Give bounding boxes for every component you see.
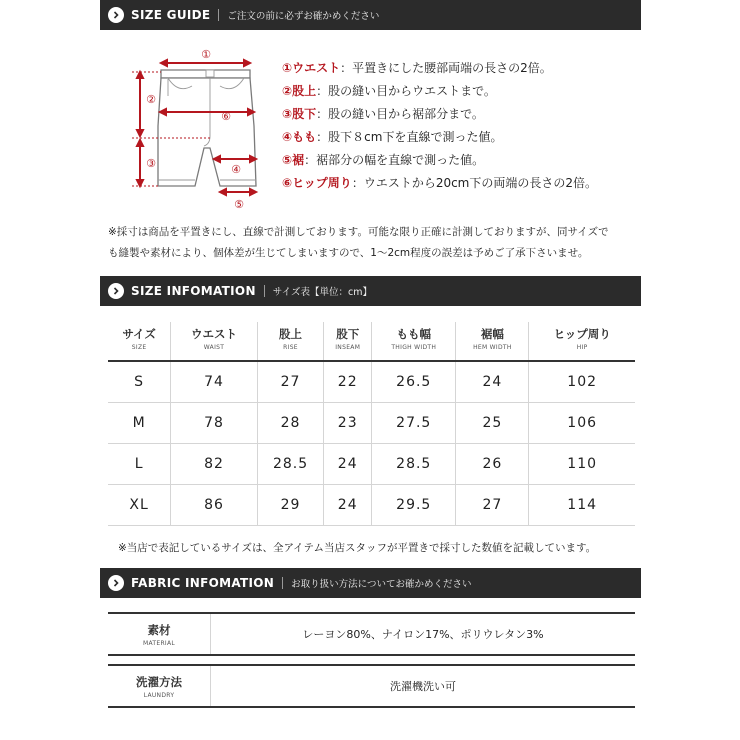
measurement-note: ※採寸は商品を平置きにし、直線で計測しております。可能な限り正確に計測しておりますが、同サイズで も縫製や素材により、個体差が生じてしまいますので、1〜2cm程度の誤差は予めご了承下さいませ。	[108, 226, 609, 259]
header-hip: ヒップ周り HIP	[529, 322, 635, 361]
fabric-info-title: FABRIC INFOMATION	[131, 576, 275, 590]
size-table	[108, 322, 635, 526]
table-header-row	[108, 322, 635, 361]
chevron-right-icon	[108, 7, 124, 23]
header-thigh: もも幅 THIGH WIDTH	[372, 322, 456, 361]
header-waist: ウエスト WAIST	[171, 322, 258, 361]
legend-item: ③股下：股の縫い目から裾部分まで。	[282, 107, 484, 121]
chevron-right-icon	[108, 575, 124, 591]
laundry-row	[108, 664, 635, 708]
legend-item: ④もも：股下８cm下を直線で測った値。	[282, 130, 503, 144]
material-label-en: MATERIAL	[142, 639, 176, 647]
table-row: M 78 28 23 27.5 25 106	[108, 403, 635, 444]
fabric-info-header	[100, 568, 641, 598]
header-inseam: 股下 INSEAM	[324, 322, 372, 361]
label-1: ①	[201, 48, 211, 61]
size-info-title: SIZE INFOMATION	[131, 284, 256, 298]
size-info-header	[100, 276, 641, 306]
chevron-right-icon	[108, 283, 124, 299]
size-guide-title: SIZE GUIDE	[131, 8, 211, 22]
legend-item: ⑤裾：裾部分の幅を直線で測った値。	[282, 153, 485, 167]
label-6: ⑥	[221, 110, 231, 123]
legend-item: ②股上：股の縫い目からウエストまで。	[282, 84, 496, 98]
label-4: ④	[231, 163, 241, 176]
table-row: S 74 27 22 26.5 24 102	[108, 361, 635, 403]
label-2: ②	[146, 93, 156, 106]
header-size: サイズ SIZE	[108, 322, 171, 361]
header-hem: 裾幅 HEM WIDTH	[456, 322, 529, 361]
legend-item: ⑥ヒップ周り：ウエストから20cm下の両端の長さの2倍。	[282, 176, 598, 190]
shorts-measurement-diagram	[128, 46, 268, 216]
measurement-legend	[282, 58, 597, 193]
material-label: 素材	[147, 622, 171, 637]
laundry-label-en: LAUNDRY	[143, 691, 175, 699]
fabric-info-subtitle: お取り扱い方法についてお確かめください	[291, 579, 472, 590]
label-3: ③	[146, 157, 156, 170]
table-row: XL 86 29 24 29.5 27 114	[108, 485, 635, 526]
header-rise: 股上 RISE	[257, 322, 324, 361]
size-guide-subtitle: ご注文の前に必ずお確かめください	[227, 11, 380, 22]
size-info-subtitle: サイズ表【単位：cm】	[272, 287, 372, 298]
table-row: L 82 28.5 24 28.5 26 110	[108, 444, 635, 485]
size-table-note: ※当店で表記しているサイズは、全アイテム当店スタッフが平置きで採寸した数値を記載しています。	[118, 542, 597, 554]
label-5: ⑤	[234, 198, 244, 211]
laundry-value: 洗濯機洗い可	[390, 680, 456, 693]
legend-item: ①ウエスト：平置きにした腰部両端の長さの2倍。	[282, 61, 552, 75]
size-guide-header	[100, 0, 641, 30]
material-value: レーヨン80%、ナイロン17%、ポリウレタン3%	[302, 628, 544, 641]
material-row	[108, 612, 635, 656]
laundry-label: 洗濯方法	[136, 674, 182, 689]
